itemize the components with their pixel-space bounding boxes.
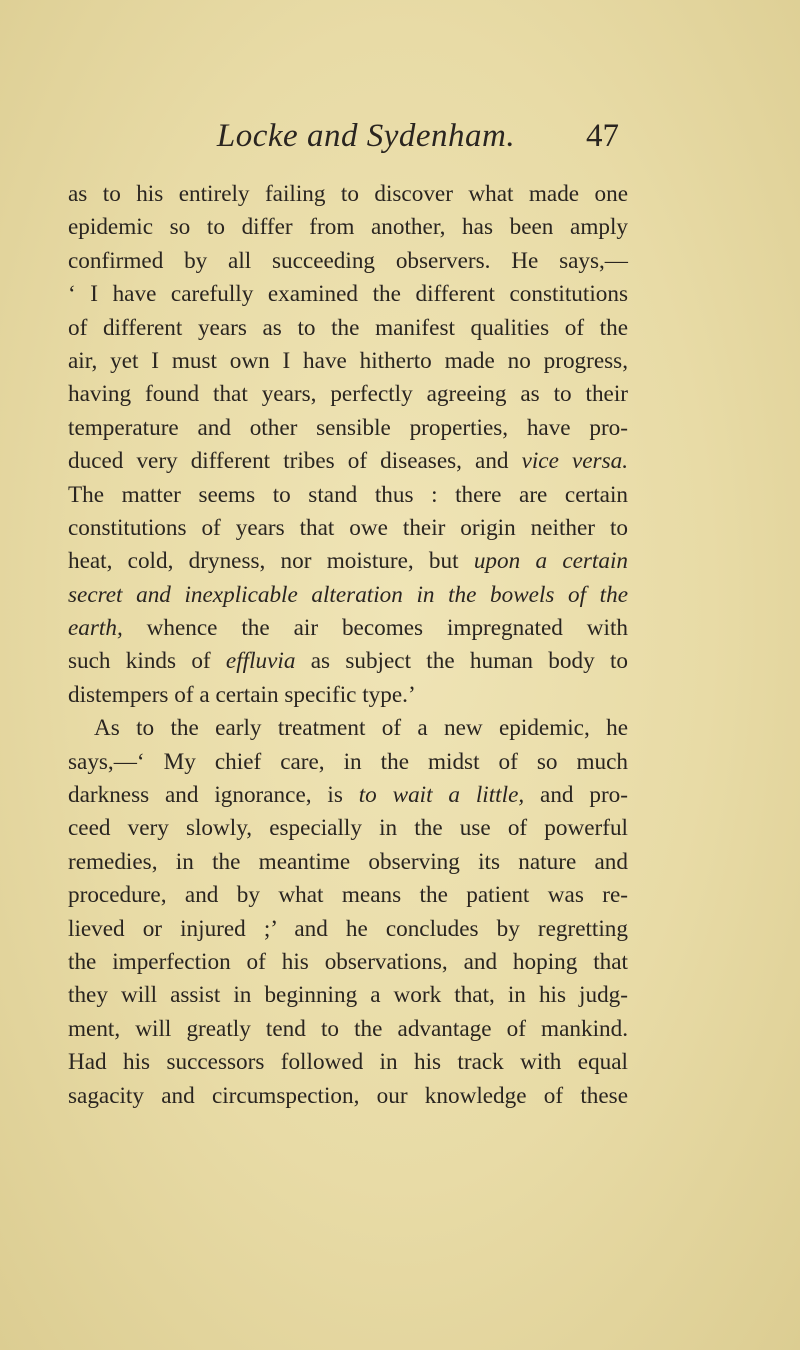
text-line [68, 746, 628, 779]
text-run: air, yet I must own I have hitherto made no progress, [68, 347, 628, 374]
text-line [68, 879, 628, 912]
page-number: 47 [586, 118, 619, 154]
text-run: duced very different tribes of diseases, and [68, 448, 522, 475]
text-run: Had his successors followed in his track with equal [68, 1049, 628, 1076]
text-line [68, 312, 628, 345]
text-run: ‘ I have carefully examined the different constitutions [68, 281, 628, 308]
text-line [68, 1013, 628, 1046]
text-line [68, 245, 628, 278]
text-line [68, 812, 628, 845]
text-line [68, 846, 628, 879]
text-run: The matter seems to stand thus : there are certain [68, 481, 628, 508]
text-run: the imperfection of his observations, and hoping that [68, 948, 628, 975]
text-run: procedure, and by what means the patient was re- [68, 882, 628, 909]
text-run: confirmed by all succeeding observers. He says,— [68, 247, 628, 274]
italic-text: earth, [68, 615, 123, 642]
italic-text: upon a certain [473, 548, 628, 575]
italic-text: vice versa. [521, 448, 628, 475]
text-line [68, 712, 628, 745]
italic-text: secret and inexplicable alteration in the bowels of the [68, 581, 628, 608]
text-line [68, 545, 628, 578]
text-run: having found that years, perfectly agreeing as to their [68, 381, 628, 408]
text-line [68, 1046, 628, 1079]
text-run: says,—‘ My chief care, in the midst of so much [68, 748, 628, 775]
text-run: as subject the human body to [295, 648, 628, 675]
text-line [68, 378, 628, 411]
text-line [68, 979, 628, 1012]
text-run: as to his entirely failing to discover what made one [68, 181, 628, 207]
text-run: and pro- [524, 782, 628, 809]
text-run: whence the air becomes impregnated with [122, 615, 628, 642]
text-line [68, 345, 628, 378]
running-head [0, 118, 800, 166]
text-line [68, 946, 628, 979]
text-line [68, 679, 628, 712]
italic-text: to wait a little, [358, 782, 525, 809]
text-run: As to the early treatment of a new epidemic, he [94, 715, 628, 742]
italic-text: effluvia [225, 648, 296, 675]
text-run: such kinds of [68, 648, 226, 675]
text-line [68, 645, 628, 678]
text-run: temperature and other sensible properties, have pro- [68, 414, 628, 441]
text-run: distempers of a certain specific type.’ [68, 681, 416, 708]
text-line [68, 579, 628, 612]
body-text [68, 178, 628, 1113]
text-run: constitutions of years that owe their origin neither to [68, 514, 628, 541]
text-line [68, 211, 628, 244]
text-run: of different years as to the manifest qualities of the [68, 314, 628, 341]
text-line [68, 512, 628, 545]
text-line [68, 412, 628, 445]
text-line [68, 779, 628, 812]
text-line [68, 445, 628, 478]
text-run: remedies, in the meantime observing its nature and [68, 848, 628, 875]
text-line [68, 278, 628, 311]
text-run: darkness and ignorance, is [68, 782, 359, 809]
text-run: ceed very slowly, especially in the use of powerful [68, 815, 628, 842]
text-run: sagacity and circumspection, our knowledge of these [68, 1082, 628, 1109]
text-run: ment, will greatly tend to the advantage of mankind. [68, 1015, 628, 1042]
text-line [68, 612, 628, 645]
text-line [68, 479, 628, 512]
text-line [68, 178, 628, 211]
text-line [68, 1080, 628, 1113]
running-title: Locke and Sydenham. [216, 118, 516, 154]
text-run: epidemic so to differ from another, has been amply [68, 214, 628, 241]
text-run: heat, cold, dryness, nor moisture, but [68, 548, 474, 575]
text-run: lieved or injured ;’ and he concludes by regretting [68, 915, 628, 942]
text-line [68, 913, 628, 946]
text-run: they will assist in beginning a work that, in his judg- [68, 982, 628, 1009]
